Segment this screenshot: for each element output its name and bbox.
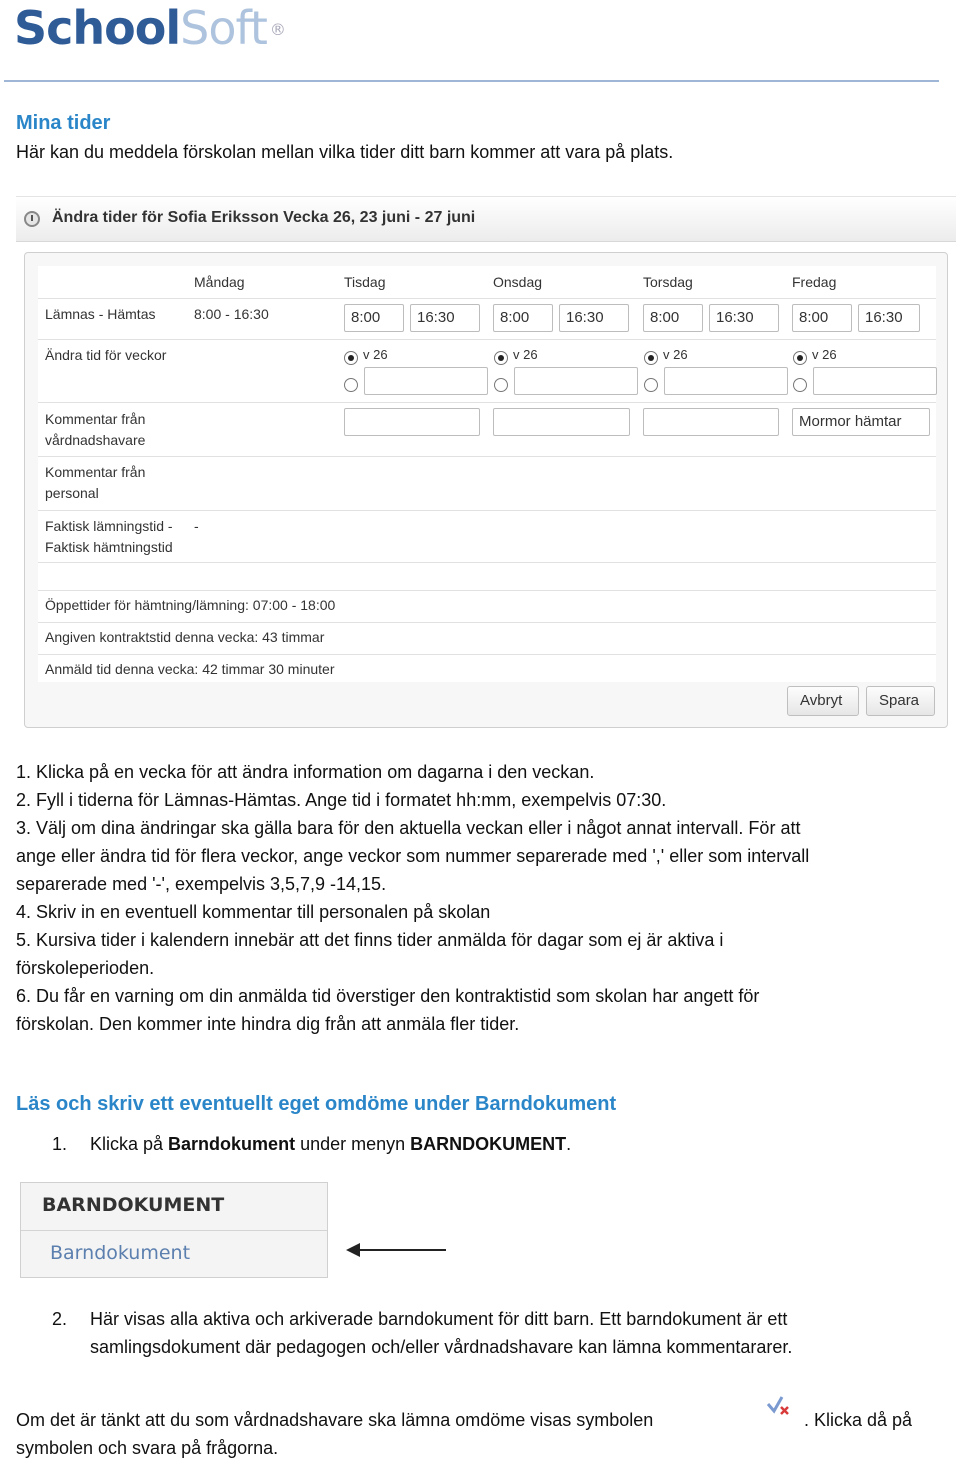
step-2-number: 2. [52, 1309, 68, 1329]
final-text-line1: Om det är tänkt att du som vårdnadshavare ska lämna omdöme visas symbolen [16, 1410, 654, 1430]
tuesday-to-input[interactable]: 16:30 [410, 304, 480, 332]
thursday-from-input[interactable]: 8:00 [643, 304, 703, 332]
label-actual-times: Faktisk lämningstid - Faktisk hämtningstid [45, 518, 173, 555]
instruction-line: 4. Skriv in en eventuell kommentar till personalen på skolan [16, 902, 491, 922]
step-1-text: Klicka på Barndokument under menyn BARNDOKUMENT. [90, 1134, 572, 1154]
menu-item-barndokument[interactable]: Barndokument [50, 1242, 191, 1264]
friday-comment-input[interactable]: Mormor hämtar [792, 408, 930, 436]
opening-hours-text: Öppettider för hämtning/lämning: 07:00 - 18:00 [45, 597, 336, 613]
day-header-wednesday: Onsdag [493, 274, 543, 290]
row-divider [38, 654, 936, 655]
instruction-line: 2. Fyll i tiderna för Lämnas-Hämtas. Ange tid i formatet hh:mm, exempelvis 07:30. [16, 790, 667, 810]
wednesday-to-input[interactable]: 16:30 [559, 304, 629, 332]
day-header-monday: Måndag [194, 274, 245, 290]
row-divider [38, 402, 936, 403]
wednesday-week-label: v 26 [513, 347, 538, 362]
thursday-comment-input[interactable] [643, 408, 779, 436]
instruction-line: förskolan. Den kommer inte hindra dig från att anmäla fler tider. [16, 1014, 520, 1034]
section-title-mina-tider: Mina tider [16, 112, 111, 134]
instruction-line: 3. Välj om dina ändringar ska gälla bara för den aktuella veckan eller i något annat intervall. För att [16, 818, 801, 838]
clock-icon [24, 211, 40, 227]
row-divider [38, 510, 936, 511]
cancel-button[interactable]: Avbryt [787, 686, 859, 716]
instruction-line: ange eller ändra tid för flera veckor, ange veckor som nummer separerade med ',' eller som intervall [16, 846, 810, 866]
friday-week-label: v 26 [812, 347, 837, 362]
actual-drop-value: - [194, 518, 199, 534]
label-comment-staff: Kommentar från personal [45, 464, 146, 501]
row-divider [38, 298, 936, 299]
row-divider [38, 339, 936, 340]
tuesday-comment-input[interactable] [344, 408, 480, 436]
menu-divider [21, 1230, 327, 1231]
label-change-weeks: Ändra tid för veckor [45, 347, 167, 363]
wednesday-from-input[interactable]: 8:00 [493, 304, 553, 332]
review-checkmark-icon [766, 1394, 792, 1418]
tuesday-interval-input[interactable] [364, 367, 488, 395]
friday-to-input[interactable]: 16:30 [858, 304, 920, 332]
friday-interval-input[interactable] [813, 367, 937, 395]
wednesday-comment-input[interactable] [493, 408, 630, 436]
instruction-line: separerade med '-', exempelvis 3,5,7,9 -14,15. [16, 874, 387, 894]
intro-text: Här kan du meddela förskolan mellan vilka tider ditt barn kommer att vara på plats. [16, 142, 674, 162]
tuesday-week-radio[interactable] [344, 351, 358, 365]
tuesday-interval-radio[interactable] [344, 378, 358, 392]
row-divider [38, 456, 936, 457]
instruction-line: 5. Kursiva tider i kalendern innebär att det finns tider anmälda för dagar som ej är aktiva i [16, 930, 724, 950]
day-header-friday: Fredag [792, 274, 837, 290]
contract-time-text: Angiven kontraktstid denna vecka: 43 timmar [45, 629, 325, 645]
label-comment-guardian: Kommentar från vårdnadshavare [45, 411, 146, 448]
thursday-week-label: v 26 [663, 347, 688, 362]
row-divider [38, 622, 936, 623]
final-text-line1-end: . Klicka då på [804, 1410, 913, 1430]
step-2-text: Här visas alla aktiva och arkiverade barndokument för ditt barn. Ett barndokument är ett samlingsdokument där pedagogen och/eller vårdnadshavare kan lämna kommentararer. [90, 1309, 793, 1357]
menu-title: BARNDOKUMENT [42, 1194, 225, 1216]
header-divider [4, 80, 939, 82]
day-header-tuesday: Tisdag [344, 274, 386, 290]
instruction-list [16, 758, 946, 1038]
row-divider [38, 562, 936, 563]
thursday-interval-input[interactable] [664, 367, 788, 395]
instruction-line: förskoleperioden. [16, 958, 155, 978]
section-title-barndokument: Läs och skriv ett eventuellt eget omdöme under Barndokument [16, 1093, 617, 1115]
thursday-to-input[interactable]: 16:30 [709, 304, 779, 332]
final-text-line2: symbolen och svara på frågorna. [16, 1438, 279, 1458]
reported-time-text: Anmäld tid denna vecka: 42 timmar 30 minuter [45, 661, 335, 677]
day-header-thursday: Torsdag [643, 274, 693, 290]
friday-interval-radio[interactable] [793, 378, 807, 392]
row-divider [38, 590, 936, 591]
tuesday-week-label: v 26 [363, 347, 388, 362]
arrow-line [352, 1249, 446, 1251]
friday-from-input[interactable]: 8:00 [792, 304, 852, 332]
tuesday-from-input[interactable]: 8:00 [344, 304, 404, 332]
thursday-interval-radio[interactable] [644, 378, 658, 392]
save-button[interactable]: Spara [866, 686, 935, 716]
instruction-line: 1. Klicka på en vecka för att ändra information om dagarna i den veckan. [16, 762, 595, 782]
panel-header [16, 196, 956, 242]
wednesday-interval-radio[interactable] [494, 378, 508, 392]
panel-title: Ändra tider för Sofia Eriksson Vecka 26, 23 juni - 27 juni [52, 209, 476, 226]
label-drop-pick: Lämnas - Hämtas [45, 306, 156, 322]
instruction-line: 6. Du får en varning om din anmälda tid överstiger den kontraktistid som skolan har angett för [16, 986, 760, 1006]
schoolsoft-logo: SchoolSoft ® [14, 1, 285, 55]
wednesday-week-radio[interactable] [494, 351, 508, 365]
monday-times: 8:00 - 16:30 [194, 306, 269, 322]
friday-week-radio[interactable] [793, 351, 807, 365]
step-1-number: 1. [52, 1134, 68, 1154]
thursday-week-radio[interactable] [644, 351, 658, 365]
wednesday-interval-input[interactable] [514, 367, 638, 395]
